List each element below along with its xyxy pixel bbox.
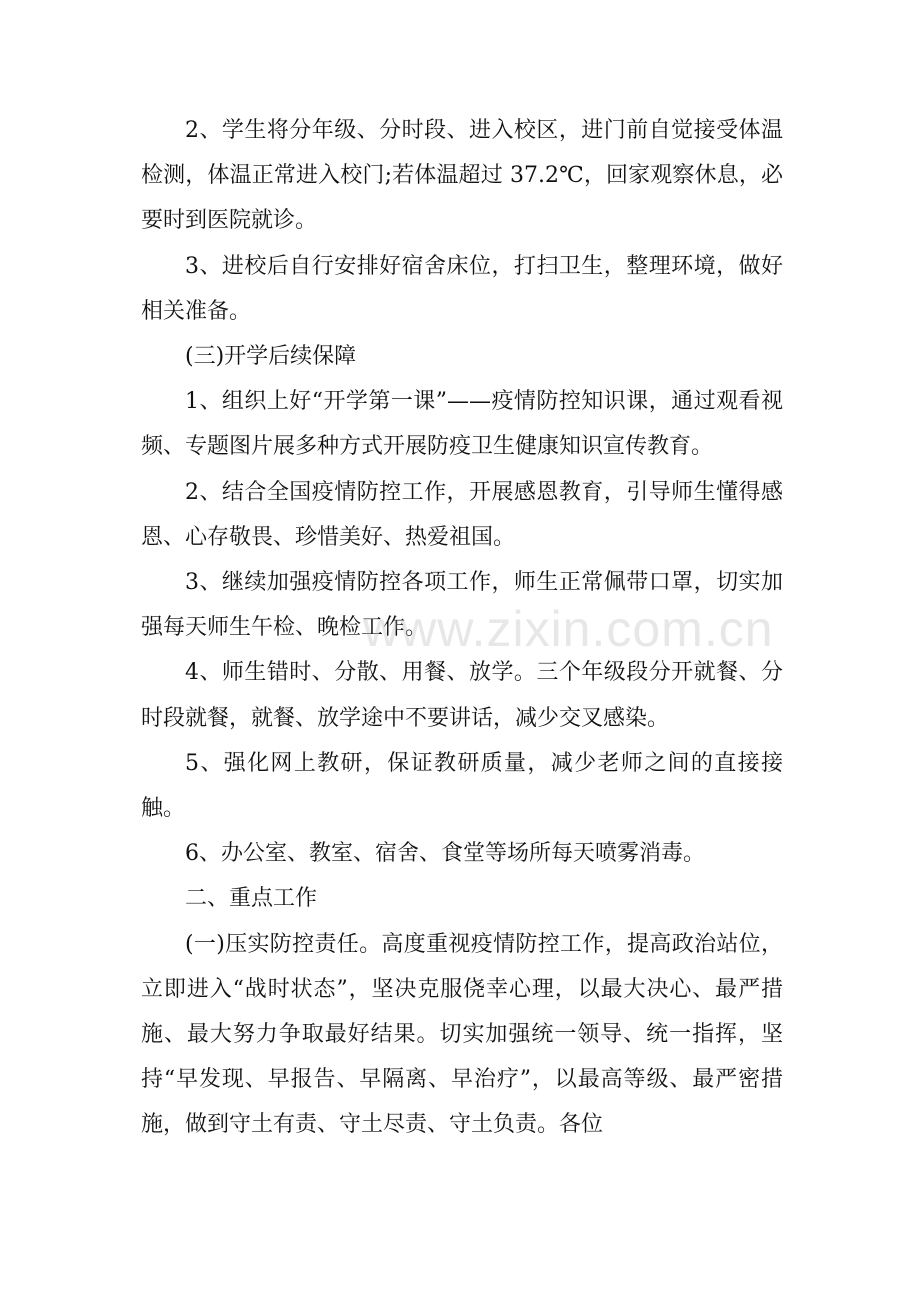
paragraph-responsibility: (一)压实防控责任。高度重视疫情防控工作，提高政治站位，立即进入“战时状态”，坚决克服侥幸心理，以最大决心、最严措施、最大努力争取最好结果。切实加强统一领导、统一指挥，坚持“早发现、早报告、早隔离、早治疗”，以最高等级、最严密措施，做到守土有责、守土尽责、守土负责。各位 <box>141 931 783 1138</box>
watermark: www.zixin.com.cn <box>363 601 774 657</box>
paragraph-staggered-meals: 4、师生错时、分散、用餐、放学。三个年级段分开就餐、分时段就餐，就餐、放学途中不要讲话，减少交叉感染。 <box>141 660 783 731</box>
paragraph-online-research: 5、强化网上教研，保证教研质量，减少老师之间的直接接触。 <box>141 750 783 822</box>
paragraph-dorm-arrangement: 3、进校后自行安排好宿舍床位，打扫卫生，整理环境，做好相关准备。 <box>141 253 783 324</box>
section-heading-follow-up: (三)开学后续保障 <box>185 344 357 370</box>
paragraph-first-lesson: 1、组织上好“开学第一课”——疫情防控知识课，通过观看视频、专题图片展多种方式开展防疫卫生健康知识宣传教育。 <box>141 389 783 460</box>
section-heading-key-work: 二、重点工作 <box>185 886 318 912</box>
document-body <box>141 108 783 1148</box>
paragraph-student-entry: 2、学生将分年级、分时段、进入校区，进门前自觉接受体温检测，体温正常进入校门;若体温超过 37.2℃，回家观察休息，必要时到医院就诊。 <box>141 118 783 234</box>
paragraph-gratitude-education: 2、结合全国疫情防控工作，开展感恩教育，引导师生懂得感恩、心存敬畏、珍惜美好、热爱祖国。 <box>141 479 783 550</box>
paragraph-disinfection: 6、办公室、教室、宿舍、食堂等场所每天喷雾消毒。 <box>185 841 705 867</box>
paragraph-mask-checks: 3、继续加强疫情防控各项工作，师生正常佩带口罩，切实加强每天师生午检、晚检工作。 <box>141 570 783 641</box>
